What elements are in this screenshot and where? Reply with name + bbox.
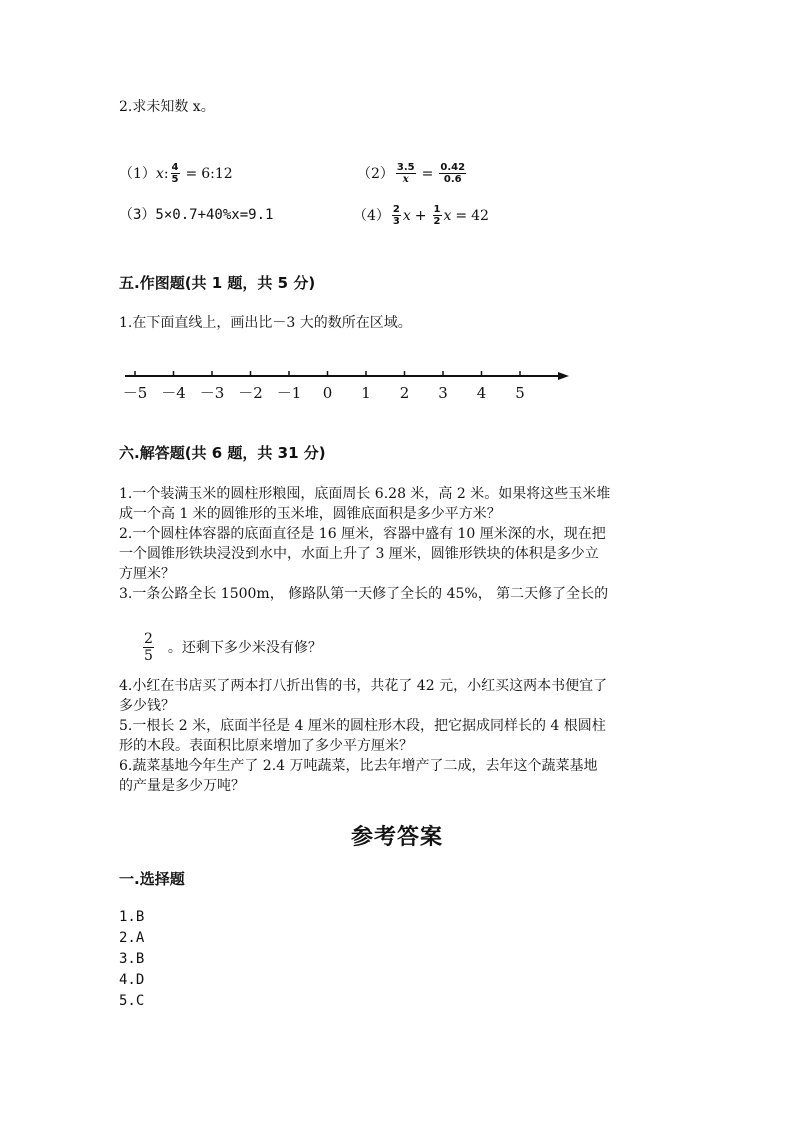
equation-4-equals: = (455, 207, 468, 224)
section-6-line: 4.小红在书店买了两本打八折出售的书，共花了 42 元，小红买这两本书便宜了 (119, 678, 608, 694)
number-line-arrow-icon (558, 372, 569, 380)
equation-1-label: （1） (119, 165, 156, 182)
section-6-text-block (119, 484, 610, 604)
equation-2-right-denominator: 0.6 (443, 174, 462, 185)
equation-1-var: x (155, 165, 164, 182)
equation-4-var-1: x (402, 207, 411, 224)
number-line (115, 362, 575, 404)
answer-item: 2.A (119, 930, 145, 946)
answer-item: 3.B (119, 951, 145, 967)
equation-4-fraction-a (392, 204, 401, 227)
number-line-label: 1 (361, 384, 371, 402)
number-line-label: 2 (399, 384, 410, 402)
number-line-label: －1 (276, 384, 302, 402)
question-3-fraction (143, 631, 154, 664)
section-6-text-block-2 (119, 676, 607, 796)
equation-4-fraction-b-denominator: 2 (433, 216, 441, 227)
equation-2-left-denominator: x (402, 174, 409, 185)
number-line-label: 5 (515, 384, 525, 402)
section-5-question-1: 1.在下面直线上，画出比－3 大的数所在区域。 (119, 315, 412, 331)
equation-1-fraction (171, 162, 180, 185)
answer-item: 4.D (119, 972, 145, 988)
equation-4-var-2: x (443, 207, 452, 224)
equation-4 (353, 204, 489, 227)
equation-1 (119, 162, 233, 185)
number-line-label: －2 (238, 384, 263, 402)
number-line-label: 4 (476, 384, 487, 402)
equation-2-left-fraction (396, 162, 416, 185)
number-line-label: －5 (122, 384, 148, 402)
equation-2-left-numerator: 3.5 (396, 162, 415, 173)
equation-1-fraction-denominator: 5 (171, 174, 179, 185)
equation-2-equals: = (421, 165, 434, 182)
equation-1-colon: : (163, 165, 169, 182)
question-3-fraction-denominator: 5 (144, 648, 153, 664)
section-6-line: 成一个高 1 米的圆锥形的玉米堆，圆锥底面积是多少平方米？ (119, 506, 501, 522)
equation-4-fraction-b (433, 204, 442, 227)
answers-section-1-heading: 一.选择题 (119, 870, 185, 888)
section-6-line: 一个圆锥形铁块浸没到水中，水面上升了 3 厘米，圆锥形铁块的体积是多少立 (119, 546, 599, 562)
number-line-label: 3 (438, 384, 448, 402)
section-6-line: 2.一个圆柱体容器的底面直径是 16 厘米，容器中盛有 10 厘米深的水，现在把 (119, 526, 606, 542)
equation-1-fraction-numerator: 4 (171, 162, 179, 173)
equation-4-fraction-a-numerator: 2 (392, 204, 400, 215)
answers-list (119, 907, 144, 1012)
section-6-line: 方厘米？ (119, 566, 175, 582)
equation-3: （3）5×0.7+40%x=9.1 (119, 207, 274, 223)
section-6-line: 3.一条公路全长 1500m， 修路队第一天修了全长的 45%， 第二天修了全长的 (119, 586, 609, 602)
number-line-label: 0 (322, 384, 333, 402)
answer-item: 5.C (119, 993, 145, 1009)
section-6-line: 多少钱？ (119, 698, 175, 714)
equation-4-label: （4） (353, 207, 390, 224)
equation-4-fraction-b-numerator: 1 (433, 204, 441, 215)
question-3-continuation (143, 631, 322, 664)
equation-1-equals: = (185, 165, 198, 182)
section-6-line: 1.一个装满玉米的圆柱形粮囤，底面周长 6.28 米，高 2 米。如果将这些玉米堆 (119, 486, 611, 502)
number-line-label: －4 (161, 384, 186, 402)
equation-4-rhs: 42 (471, 207, 489, 224)
equation-2-label: （2） (357, 165, 394, 182)
equation-2 (357, 162, 468, 185)
question-2-title: 2.求未知数 x。 (119, 99, 215, 115)
equation-2-right-fraction (439, 162, 466, 185)
question-3-fraction-numerator: 2 (144, 631, 153, 647)
section-5-heading: 五.作图题(共 1 题，共 5 分) (119, 274, 316, 292)
question-3-tail: 。还剩下多少米没有修？ (167, 639, 322, 656)
section-6-line: 5.一根长 2 米，底面半径是 4 厘米的圆柱形木段，把它据成同样长的 4 根圆柱 (119, 718, 606, 734)
equation-2-right-numerator: 0.42 (440, 162, 466, 173)
equation-4-fraction-a-denominator: 3 (392, 216, 400, 227)
equation-4-plus: + (414, 207, 427, 224)
section-6-line: 形的木段。表面积比原来增加了多少平方厘米？ (119, 738, 413, 754)
section-6-line: 6.蔬菜基地今年生产了 2.4 万吨蔬菜，比去年增产了二成，去年这个蔬菜基地 (119, 758, 598, 774)
equation-1-rhs: 6:12 (201, 165, 233, 182)
answers-title: 参考答案 (350, 825, 443, 850)
number-line-label: －3 (199, 384, 225, 402)
section-6-heading: 六.解答题(共 6 题，共 31 分) (119, 444, 326, 462)
section-6-line: 的产量是多少万吨？ (119, 778, 245, 794)
answer-item: 1.B (119, 909, 145, 925)
